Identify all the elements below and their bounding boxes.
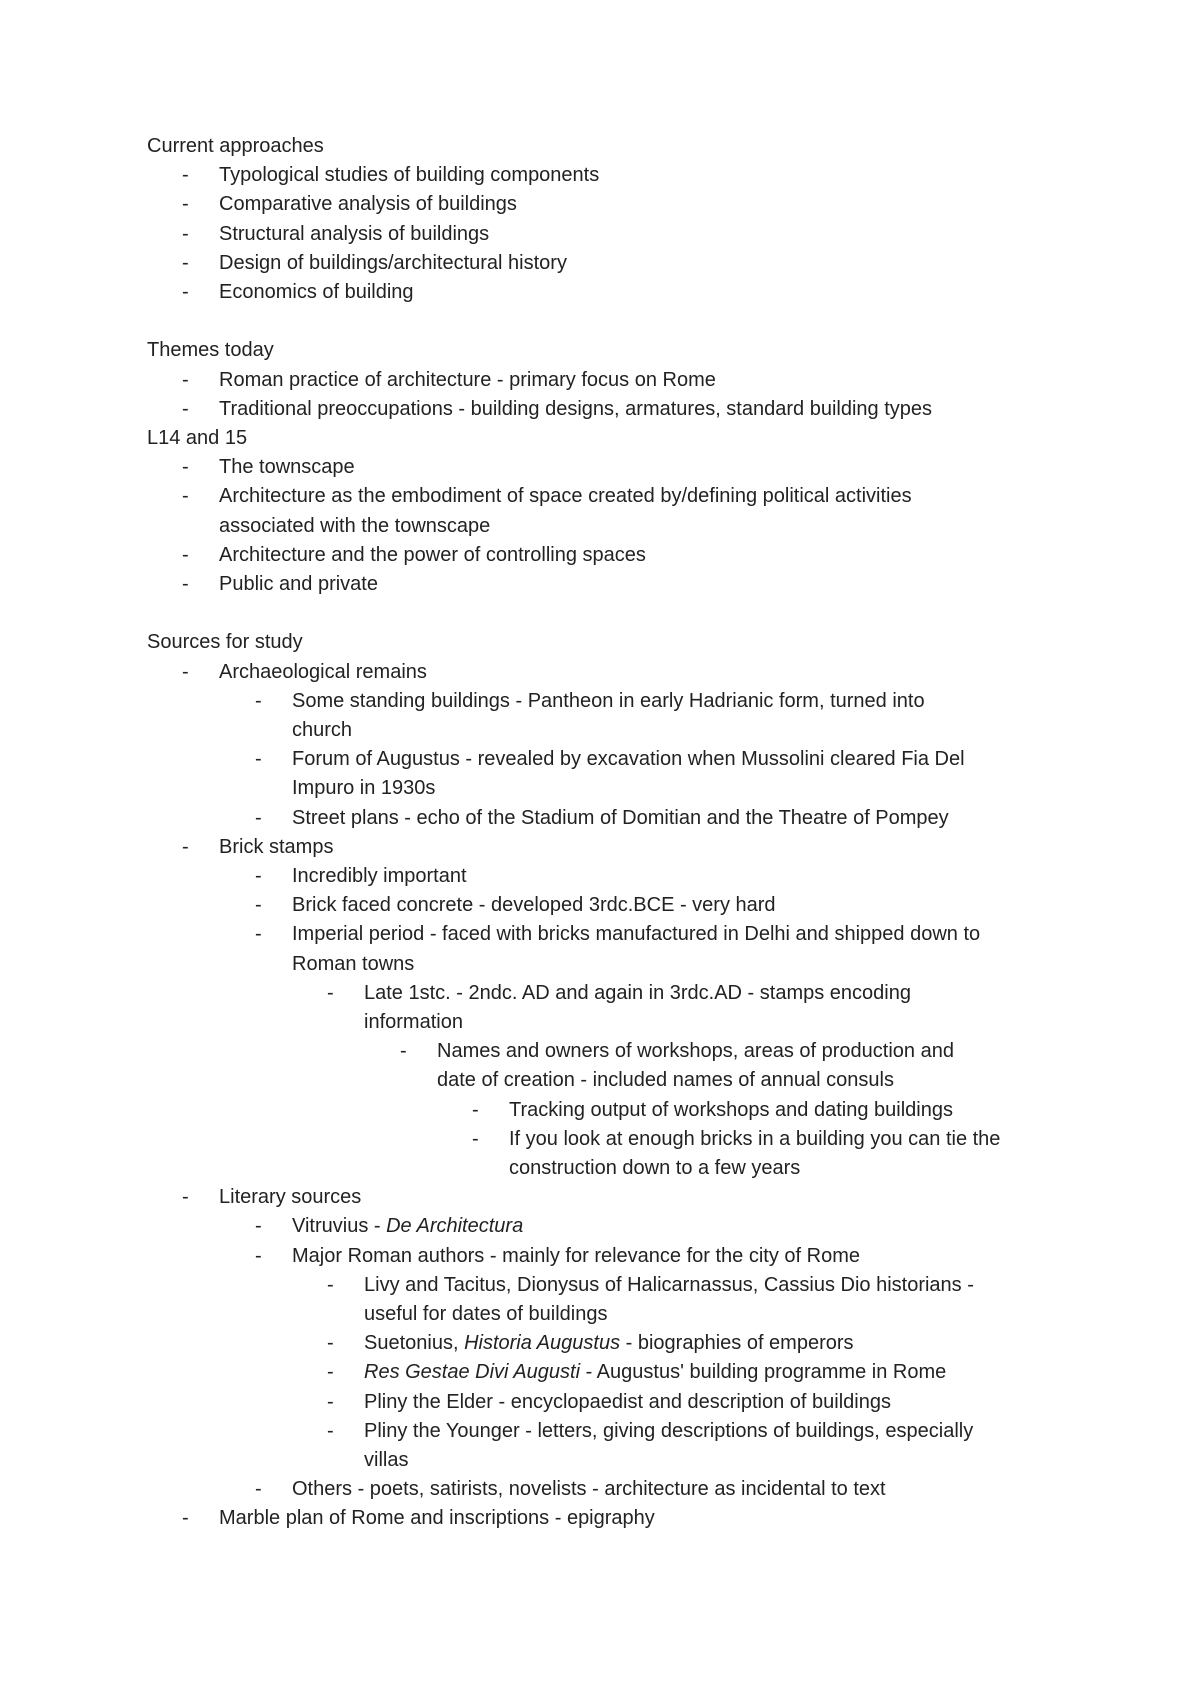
line-text: Structural analysis of buildings	[219, 222, 490, 245]
list-item	[292, 891, 776, 920]
list-item	[364, 1329, 854, 1358]
line-text: Brick stamps	[219, 835, 334, 858]
list-item	[219, 190, 517, 219]
bullet-dash-icon: -	[327, 1419, 334, 1442]
list-item	[292, 1242, 860, 1271]
bullet-dash-icon: -	[182, 485, 189, 508]
line-text: Traditional preoccupations - building designs, armatures, standard building types	[219, 397, 932, 420]
list-item	[292, 1212, 523, 1241]
line-text: Roman towns	[292, 952, 415, 975]
bullet-dash-icon: -	[255, 689, 262, 712]
bullet-dash-icon: -	[472, 1098, 479, 1121]
line-text: Late 1stc. - 2ndc. AD and again in 3rdc.AD - stamps encoding	[364, 981, 911, 1004]
bullet-dash-icon: -	[327, 1361, 334, 1384]
list-item	[364, 1358, 946, 1387]
list-item	[219, 453, 355, 482]
bullet-dash-icon: -	[327, 1332, 334, 1355]
line-text: Imperial period - faced with bricks manufactured in Delhi and shipped down to	[292, 923, 981, 946]
list-item	[509, 1154, 800, 1183]
list-item	[292, 687, 925, 716]
bullet-dash-icon: -	[182, 660, 189, 683]
list-item	[437, 1037, 954, 1066]
line-text: Public and private	[219, 573, 378, 595]
bullet-dash-icon: -	[182, 251, 189, 274]
list-item	[364, 1388, 891, 1417]
bullet-dash-icon: -	[182, 193, 189, 216]
list-item	[219, 658, 427, 687]
line-text: Design of buildings/architectural history	[219, 251, 567, 274]
bullet-dash-icon: -	[182, 164, 189, 187]
line-text: Comparative analysis of buildings	[219, 193, 517, 216]
section-heading	[147, 336, 274, 365]
list-item	[219, 482, 912, 511]
list-item	[364, 1008, 463, 1037]
list-item	[509, 1125, 1000, 1154]
line-text: church	[292, 719, 353, 741]
line-text: Current approaches	[147, 135, 324, 157]
bullet-dash-icon: -	[182, 1507, 189, 1530]
line-text: L14 and 15	[147, 427, 248, 449]
italic-title-text: Res Gestae Divi Augusti	[364, 1361, 581, 1384]
line-text: Suetonius,	[364, 1332, 465, 1355]
line-text: Architecture and the power of controlling spaces	[219, 543, 646, 566]
list-item	[364, 1417, 973, 1446]
bullet-dash-icon: -	[182, 368, 189, 391]
line-text: Livy and Tacitus, Dionysus of Halicarnassus, Cassius Dio historians -	[364, 1273, 974, 1296]
bullet-dash-icon: -	[182, 543, 189, 566]
bullet-dash-icon: -	[255, 748, 262, 771]
italic-title-text: Historia Augustus	[464, 1332, 621, 1355]
line-text: information	[364, 1011, 463, 1033]
bullet-dash-icon: -	[255, 865, 262, 887]
list-item	[292, 745, 965, 774]
line-text: villas	[364, 1449, 409, 1471]
bullet-dash-icon: -	[255, 1215, 262, 1238]
bullet-dash-icon: -	[255, 806, 262, 829]
line-text: Archaeological remains	[219, 660, 427, 683]
list-item	[219, 220, 489, 249]
line-text: Pliny the Younger - letters, giving descriptions of buildings, especially	[364, 1419, 974, 1442]
line-text: Incredibly important	[292, 865, 467, 887]
bullet-dash-icon: -	[327, 1273, 334, 1296]
line-text: Economics of building	[219, 281, 414, 303]
list-item	[292, 804, 949, 833]
list-item	[292, 950, 414, 979]
line-text: Brick faced concrete - developed 3rdc.BCE - very hard	[292, 894, 776, 917]
line-text: construction down to a few years	[509, 1157, 801, 1179]
list-item	[437, 1066, 894, 1095]
line-text: Themes today	[147, 339, 274, 362]
line-text: Forum of Augustus - revealed by excavation when Mussolini cleared Fia Del	[292, 748, 965, 771]
line-text: Roman practice of architecture - primary focus on Rome	[219, 368, 716, 391]
list-item	[219, 570, 378, 599]
list-item	[219, 366, 716, 395]
line-text: Some standing buildings - Pantheon in early Hadrianic form, turned into	[292, 689, 925, 712]
line-text: If you look at enough bricks in a building you can tie the	[509, 1127, 1001, 1150]
list-item	[219, 512, 490, 541]
section-heading	[147, 424, 247, 453]
line-text: Names and owners of workshops, areas of production and	[437, 1040, 954, 1063]
line-text: Pliny the Elder - encyclopaedist and description of buildings	[364, 1390, 891, 1413]
line-text: Major Roman authors - mainly for relevance for the city of Rome	[292, 1244, 860, 1267]
list-item	[219, 1504, 655, 1533]
line-text: associated with the townscape	[219, 514, 491, 537]
bullet-dash-icon: -	[182, 456, 189, 479]
list-item	[219, 161, 599, 190]
list-item	[292, 1475, 886, 1504]
bullet-dash-icon: -	[255, 923, 262, 946]
list-item	[364, 979, 911, 1008]
line-text: date of creation - included names of annual consuls	[437, 1069, 894, 1092]
line-text: The townscape	[219, 456, 355, 479]
list-item	[292, 716, 352, 745]
section-heading	[147, 132, 324, 161]
line-text: Street plans - echo of the Stadium of Domitian and the Theatre of Pompey	[292, 806, 949, 829]
line-text: - biographies of emperors	[620, 1332, 854, 1355]
list-item	[364, 1300, 608, 1329]
line-text: Others - poets, satirists, novelists - architecture as incidental to text	[292, 1478, 886, 1501]
list-item	[292, 920, 980, 949]
bullet-dash-icon: -	[182, 835, 189, 858]
bullet-dash-icon: -	[255, 1244, 262, 1267]
list-item	[219, 833, 333, 862]
list-item	[292, 862, 467, 891]
list-item	[364, 1271, 974, 1300]
bullet-dash-icon: -	[472, 1127, 479, 1150]
line-text: Tracking output of workshops and dating buildings	[509, 1098, 953, 1121]
line-text: Impuro in 1930s	[292, 777, 436, 800]
bullet-dash-icon: -	[182, 222, 189, 245]
line-text: Marble plan of Rome and inscriptions - epigraphy	[219, 1507, 655, 1530]
bullet-dash-icon: -	[182, 573, 189, 595]
bullet-dash-icon: -	[182, 1186, 189, 1209]
bullet-dash-icon: -	[182, 281, 189, 303]
list-item	[219, 1183, 361, 1212]
line-text: Literary sources	[219, 1186, 362, 1209]
list-item	[219, 249, 567, 278]
bullet-dash-icon: -	[182, 397, 189, 420]
bullet-dash-icon: -	[327, 981, 334, 1004]
italic-title-text: De Architectura	[386, 1215, 524, 1238]
line-text: useful for dates of buildings	[364, 1303, 608, 1325]
line-text: Sources for study	[147, 631, 303, 654]
bullet-dash-icon: -	[327, 1390, 334, 1413]
bullet-dash-icon: -	[255, 1478, 262, 1501]
bullet-dash-icon: -	[255, 894, 262, 917]
list-item	[292, 774, 435, 803]
section-heading	[147, 628, 303, 657]
list-item	[364, 1446, 408, 1475]
line-text: Vitruvius -	[292, 1215, 387, 1238]
list-item	[219, 278, 414, 307]
list-item	[219, 541, 646, 570]
line-text: - Augustus' building programme in Rome	[580, 1361, 947, 1384]
list-item	[219, 395, 932, 424]
line-text: Typological studies of building components	[219, 164, 600, 187]
bullet-dash-icon: -	[400, 1040, 407, 1063]
list-item	[509, 1096, 953, 1125]
line-text: Architecture as the embodiment of space created by/defining political activities	[219, 485, 912, 508]
